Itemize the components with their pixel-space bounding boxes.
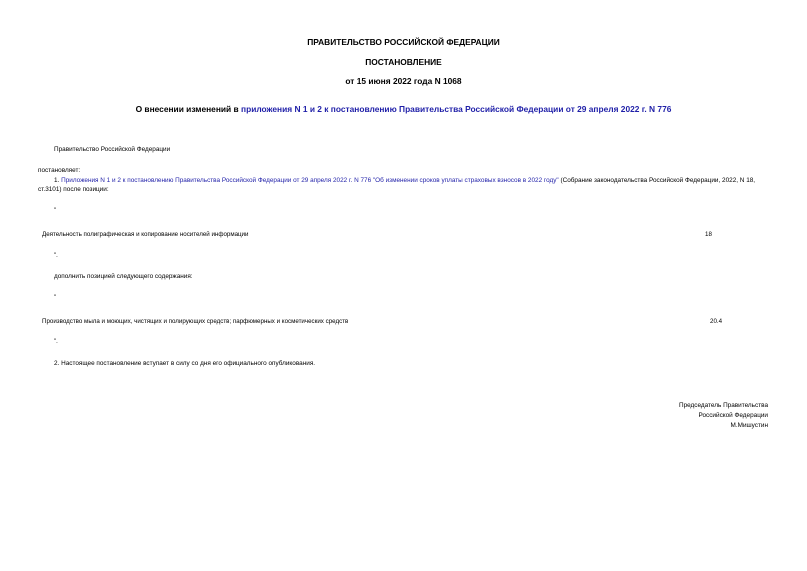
signature-title-line: Председатель Правительства [679, 402, 768, 409]
item-1-number: 1. [54, 177, 62, 184]
position-new-name: Производство мыла и моющих, чистящих и полирующих средств; парфюмерных и косметических средств [42, 318, 349, 325]
item-1-rest: (Собрание законодательства Российской Федерации, 2022, N 18, ст.3101) после позиции: [38, 177, 756, 193]
position-old-name: Деятельность полиграфическая и копирование носителей информации [42, 231, 249, 238]
item-2-paragraph: 2. Настоящее постановление вступает в силу со дня его официального опубликования. [54, 360, 316, 367]
quote-close-mark: ". [54, 339, 58, 345]
position-new-code: 20.4 [710, 318, 723, 325]
signature-name: М.Мишустин [730, 422, 768, 429]
document-title-prefix: О внесении изменений в [135, 104, 242, 114]
supplement-text: дополнить позицией следующего содержания: [54, 273, 193, 280]
position-old-code: 18 [705, 231, 712, 238]
title-link[interactable]: приложения N 1 и 2 к постановлению Правительства Российской Федерации от 29 апреля 2022 г. N 776 [241, 104, 672, 114]
issuer-text: Правительство Российской Федерации [54, 146, 171, 153]
item-1-link[interactable]: Приложения N 1 и 2 к постановлению Правительства Российской Федерации от 29 апреля 2022 г. N 776 "Об изменении сроков уплаты страховых взносов в 2022 году" [61, 177, 559, 184]
signature-org-line: Российской Федерации [698, 412, 768, 419]
quote-open-mark: " [54, 208, 57, 214]
document-type-heading: ПОСТАНОВЛЕНИЕ [365, 57, 442, 67]
government-heading: ПРАВИТЕЛЬСТВО РОССИЙСКОЙ ФЕДЕРАЦИИ [307, 37, 500, 47]
document-title [0, 104, 807, 114]
item-1-paragraph [38, 177, 770, 194]
quote-open-mark: " [54, 295, 57, 301]
quote-close-mark: ". [54, 253, 58, 259]
decrees-text: постановляет: [38, 167, 81, 174]
date-number-heading: от 15 июня 2022 года N 1068 [345, 76, 462, 86]
